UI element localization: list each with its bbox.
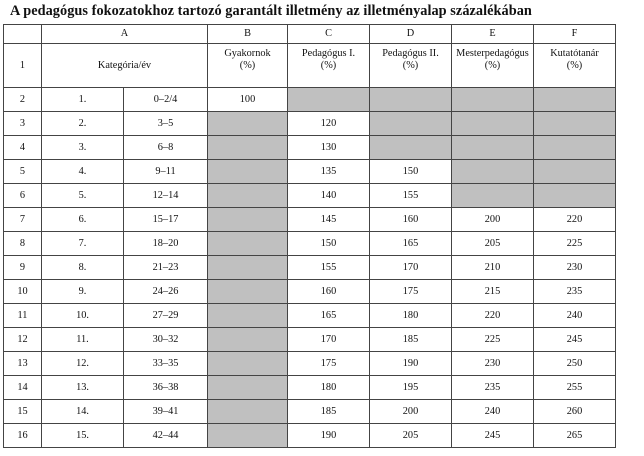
value-cell-e: 210 — [452, 256, 534, 280]
value-cell-e: 225 — [452, 328, 534, 352]
header-pedagogus-1-name: Pedagógus I. — [301, 48, 356, 59]
table-row — [4, 136, 616, 160]
value-cell-c: 135 — [288, 160, 370, 184]
blocked-cell — [452, 88, 534, 112]
row-number: 6 — [4, 184, 42, 208]
header-mesterpedagogus-unit: (%) — [484, 60, 501, 71]
table-row — [4, 280, 616, 304]
table-row — [4, 328, 616, 352]
value-cell-f: 225 — [534, 232, 616, 256]
value-cell-e: 235 — [452, 376, 534, 400]
category-number: 13. — [42, 376, 124, 400]
value-cell-c: 145 — [288, 208, 370, 232]
value-cell-c: 120 — [288, 112, 370, 136]
category-years: 30–32 — [124, 328, 208, 352]
blocked-cell — [208, 352, 288, 376]
blocked-cell — [534, 160, 616, 184]
blocked-cell — [208, 160, 288, 184]
blocked-cell — [208, 400, 288, 424]
table-row — [4, 112, 616, 136]
blocked-cell — [208, 136, 288, 160]
value-cell-b: 100 — [208, 88, 288, 112]
row-number: 3 — [4, 112, 42, 136]
category-number: 6. — [42, 208, 124, 232]
category-number: 7. — [42, 232, 124, 256]
header-kategoria: Kategória/év — [42, 44, 208, 88]
row-number: 1 — [4, 44, 42, 88]
blocked-cell — [208, 256, 288, 280]
value-cell-c: 175 — [288, 352, 370, 376]
category-years: 27–29 — [124, 304, 208, 328]
header-gyakornok-unit: (%) — [239, 60, 256, 71]
value-cell-f: 255 — [534, 376, 616, 400]
blocked-cell — [452, 136, 534, 160]
blocked-cell — [452, 160, 534, 184]
header-mesterpedagogus-name: Mesterpedagógus — [456, 48, 529, 59]
blocked-cell — [452, 184, 534, 208]
category-number: 5. — [42, 184, 124, 208]
category-years: 6–8 — [124, 136, 208, 160]
row-number: 14 — [4, 376, 42, 400]
blocked-cell — [208, 184, 288, 208]
blocked-cell — [208, 112, 288, 136]
table-row — [4, 160, 616, 184]
table-row — [4, 424, 616, 448]
category-years: 24–26 — [124, 280, 208, 304]
header-pedagogus-1 — [288, 44, 370, 88]
blocked-cell — [208, 304, 288, 328]
header-pedagogus-2 — [370, 44, 452, 88]
row-number: 7 — [4, 208, 42, 232]
blocked-cell — [370, 136, 452, 160]
value-cell-f: 240 — [534, 304, 616, 328]
header-row — [4, 44, 616, 88]
blocked-cell — [534, 184, 616, 208]
column-letter-f: F — [534, 25, 616, 44]
table-row — [4, 88, 616, 112]
column-letter-row — [4, 25, 616, 44]
blocked-cell — [208, 424, 288, 448]
column-letter-d: D — [370, 25, 452, 44]
table-row — [4, 352, 616, 376]
value-cell-c: 165 — [288, 304, 370, 328]
value-cell-d: 160 — [370, 208, 452, 232]
row-number: 9 — [4, 256, 42, 280]
row-number: 12 — [4, 328, 42, 352]
header-kutatotanar — [534, 44, 616, 88]
value-cell-e: 205 — [452, 232, 534, 256]
header-pedagogus-2-unit: (%) — [402, 60, 419, 71]
category-years: 33–35 — [124, 352, 208, 376]
column-letter-a: A — [42, 25, 208, 44]
table-row — [4, 376, 616, 400]
value-cell-c: 130 — [288, 136, 370, 160]
blocked-cell — [370, 112, 452, 136]
page-title: A pedagógus fokozatokhoz tartozó garantált illetmény az illetményalap százalékában — [10, 3, 532, 19]
table-row — [4, 232, 616, 256]
value-cell-f: 260 — [534, 400, 616, 424]
category-number: 12. — [42, 352, 124, 376]
header-kutatotanar-name: Kutatótanár — [550, 48, 599, 59]
category-number: 3. — [42, 136, 124, 160]
category-number: 9. — [42, 280, 124, 304]
blocked-cell — [208, 208, 288, 232]
value-cell-e: 245 — [452, 424, 534, 448]
category-years: 3–5 — [124, 112, 208, 136]
row-number: 8 — [4, 232, 42, 256]
value-cell-c: 150 — [288, 232, 370, 256]
category-years: 39–41 — [124, 400, 208, 424]
blocked-cell — [208, 232, 288, 256]
blocked-cell — [208, 376, 288, 400]
category-years: 36–38 — [124, 376, 208, 400]
column-letter-b: B — [208, 25, 288, 44]
row-number: 10 — [4, 280, 42, 304]
category-years: 0–2/4 — [124, 88, 208, 112]
value-cell-d: 165 — [370, 232, 452, 256]
value-cell-d: 190 — [370, 352, 452, 376]
value-cell-d: 170 — [370, 256, 452, 280]
category-number: 2. — [42, 112, 124, 136]
blocked-cell — [208, 280, 288, 304]
category-number: 11. — [42, 328, 124, 352]
value-cell-c: 185 — [288, 400, 370, 424]
category-number: 1. — [42, 88, 124, 112]
value-cell-e: 215 — [452, 280, 534, 304]
value-cell-d: 200 — [370, 400, 452, 424]
value-cell-f: 230 — [534, 256, 616, 280]
table-row — [4, 208, 616, 232]
row-number: 2 — [4, 88, 42, 112]
category-number: 8. — [42, 256, 124, 280]
value-cell-e: 240 — [452, 400, 534, 424]
category-years: 12–14 — [124, 184, 208, 208]
value-cell-f: 250 — [534, 352, 616, 376]
category-number: 15. — [42, 424, 124, 448]
value-cell-e: 200 — [452, 208, 534, 232]
table-row — [4, 256, 616, 280]
category-years: 21–23 — [124, 256, 208, 280]
value-cell-c: 170 — [288, 328, 370, 352]
table-row — [4, 184, 616, 208]
blocked-cell — [534, 112, 616, 136]
row-number: 5 — [4, 160, 42, 184]
blocked-cell — [370, 88, 452, 112]
value-cell-f: 220 — [534, 208, 616, 232]
blocked-cell — [534, 136, 616, 160]
table-row — [4, 400, 616, 424]
value-cell-c: 140 — [288, 184, 370, 208]
header-pedagogus-1-unit: (%) — [320, 60, 337, 71]
category-number: 4. — [42, 160, 124, 184]
value-cell-f: 245 — [534, 328, 616, 352]
table-row — [4, 304, 616, 328]
row-number: 15 — [4, 400, 42, 424]
value-cell-d: 195 — [370, 376, 452, 400]
value-cell-d: 205 — [370, 424, 452, 448]
value-cell-f: 265 — [534, 424, 616, 448]
category-years: 42–44 — [124, 424, 208, 448]
value-cell-c: 180 — [288, 376, 370, 400]
value-cell-d: 175 — [370, 280, 452, 304]
category-years: 18–20 — [124, 232, 208, 256]
category-number: 10. — [42, 304, 124, 328]
header-gyakornok — [208, 44, 288, 88]
row-number: 11 — [4, 304, 42, 328]
value-cell-d: 155 — [370, 184, 452, 208]
value-cell-d: 180 — [370, 304, 452, 328]
value-cell-d: 150 — [370, 160, 452, 184]
row-number: 16 — [4, 424, 42, 448]
blocked-cell — [288, 88, 370, 112]
blocked-cell — [534, 88, 616, 112]
row-number: 13 — [4, 352, 42, 376]
category-years: 15–17 — [124, 208, 208, 232]
value-cell-c: 160 — [288, 280, 370, 304]
value-cell-f: 235 — [534, 280, 616, 304]
value-cell-d: 185 — [370, 328, 452, 352]
header-mesterpedagogus — [452, 44, 534, 88]
value-cell-c: 190 — [288, 424, 370, 448]
header-pedagogus-2-name: Pedagógus II. — [382, 48, 439, 59]
column-letter-c: C — [288, 25, 370, 44]
header-kutatotanar-unit: (%) — [566, 60, 583, 71]
value-cell-c: 155 — [288, 256, 370, 280]
blocked-cell — [452, 112, 534, 136]
row-number: 4 — [4, 136, 42, 160]
category-years: 9–11 — [124, 160, 208, 184]
value-cell-e: 230 — [452, 352, 534, 376]
header-gyakornok-name: Gyakornok — [224, 48, 271, 59]
salary-table — [3, 24, 616, 448]
category-number: 14. — [42, 400, 124, 424]
blocked-cell — [208, 328, 288, 352]
corner-cell — [4, 25, 42, 44]
column-letter-e: E — [452, 25, 534, 44]
value-cell-e: 220 — [452, 304, 534, 328]
